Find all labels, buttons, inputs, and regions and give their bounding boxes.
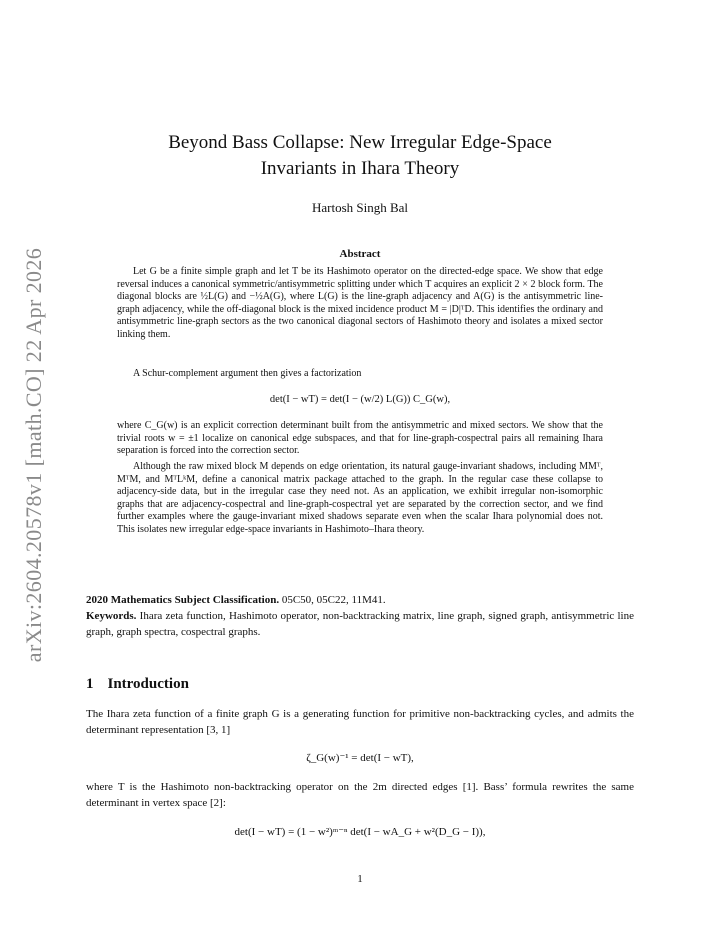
msc-label: 2020 Mathematics Subject Classification.: [86, 594, 280, 606]
abstract-paragraph-3: where C_G(w) is an explicit correction determinant built from the antisymmetric and mixed sectors. We show that the trivial roots w = ±1 localize on canonical edge subspaces, and that for line-graph-cospectral pairs all remaining Ihara separation is forced into the correction sector.: [117, 420, 603, 457]
msc-classification: [86, 593, 634, 609]
abstract-equation: det(I − wT) = det(I − (w/2) L(G)) C_G(w),: [269, 394, 451, 405]
page-number: 1: [357, 873, 363, 885]
abstract-paragraph-2: A Schur-complement argument then gives a factorization: [133, 368, 362, 379]
abstract-paragraph-4: Although the raw mixed block M depends on edge orientation, its natural gauge-invariant shadows, including MMᵀ, MᵀM, and MᵀLᵏM, define a canonical matrix package attached to the graph. In the regular case these collapse to adjacency-side data, but in the irregular case they need not. As an application, we exhibit irregular non-isomorphic graphs that are adjacency-cospectral and line-graph-cospectral yet are separated by the correction sector, and we find further examples where the gauge-invariant mixed shadows separate even when the scalar Ihara polynomial does not. This isolates new irregular edge-space invariants in Hashimoto–Ihara theory.: [117, 461, 603, 535]
title-line-2: Invariants in Ihara Theory: [260, 158, 460, 179]
section-heading: [86, 676, 189, 693]
title-line-1: Beyond Bass Collapse: New Irregular Edge-Space: [168, 132, 552, 153]
intro-equation-2: det(I − wT) = (1 − w²)ᵐ⁻ⁿ det(I − wA_G + w²(D_G − I)),: [234, 826, 486, 838]
author-name: Hartosh Singh Bal: [311, 200, 409, 215]
abstract-heading: Abstract: [339, 248, 381, 260]
intro-paragraph-1: The Ihara zeta function of a finite graph G is a generating function for primitive non-backtracking cycles, and admits the determinant representation [3, 1]: [86, 708, 634, 736]
abstract-paragraph-1: Let G be a finite simple graph and let T be its Hashimoto operator on the directed-edge space. We show that edge reversal induces a canonical symmetric/antisymmetric splitting under which T acquires an explicit 2 × 2 block form. The diagonal blocks are ½L(G) and −½A(G), where L(G) is the line-graph adjacency and A(G) is the antisymmetric line-graph adjacency, while the off-diagonal block is the mixed incidence product M = |D|ᵀD. This identifies the ordinary and antisymmetric line-graph sectors as the two canonical diagonal sectors of Hashimoto theory and isolates a mixed sector linking them.: [117, 266, 603, 340]
arxiv-stamp-text: arXiv:2604.20578v1 [math.CO] 22 Apr 2026: [21, 247, 46, 663]
keywords-value: Ihara zeta function, Hashimoto operator, non-backtracking matrix, line graph, signed graph, antisymmetric line graph, graph spectra, cospectral graphs.: [86, 610, 634, 638]
keywords-label: Keywords.: [86, 610, 137, 622]
msc-value: 05C50, 05C22, 11M41.: [279, 594, 386, 606]
paper-title: [130, 130, 590, 182]
keywords: [86, 609, 634, 640]
section-number: 1: [86, 676, 94, 692]
arxiv-identifier: [18, 245, 50, 665]
intro-equation-1: ζ_G(w)⁻¹ = det(I − wT),: [306, 752, 414, 764]
section-title: Introduction: [107, 676, 189, 692]
intro-paragraph-2: where T is the Hashimoto non-backtracking operator on the 2m directed edges [1]. Bass’ formula rewrites the same determinant in vertex space [2]:: [86, 781, 634, 809]
